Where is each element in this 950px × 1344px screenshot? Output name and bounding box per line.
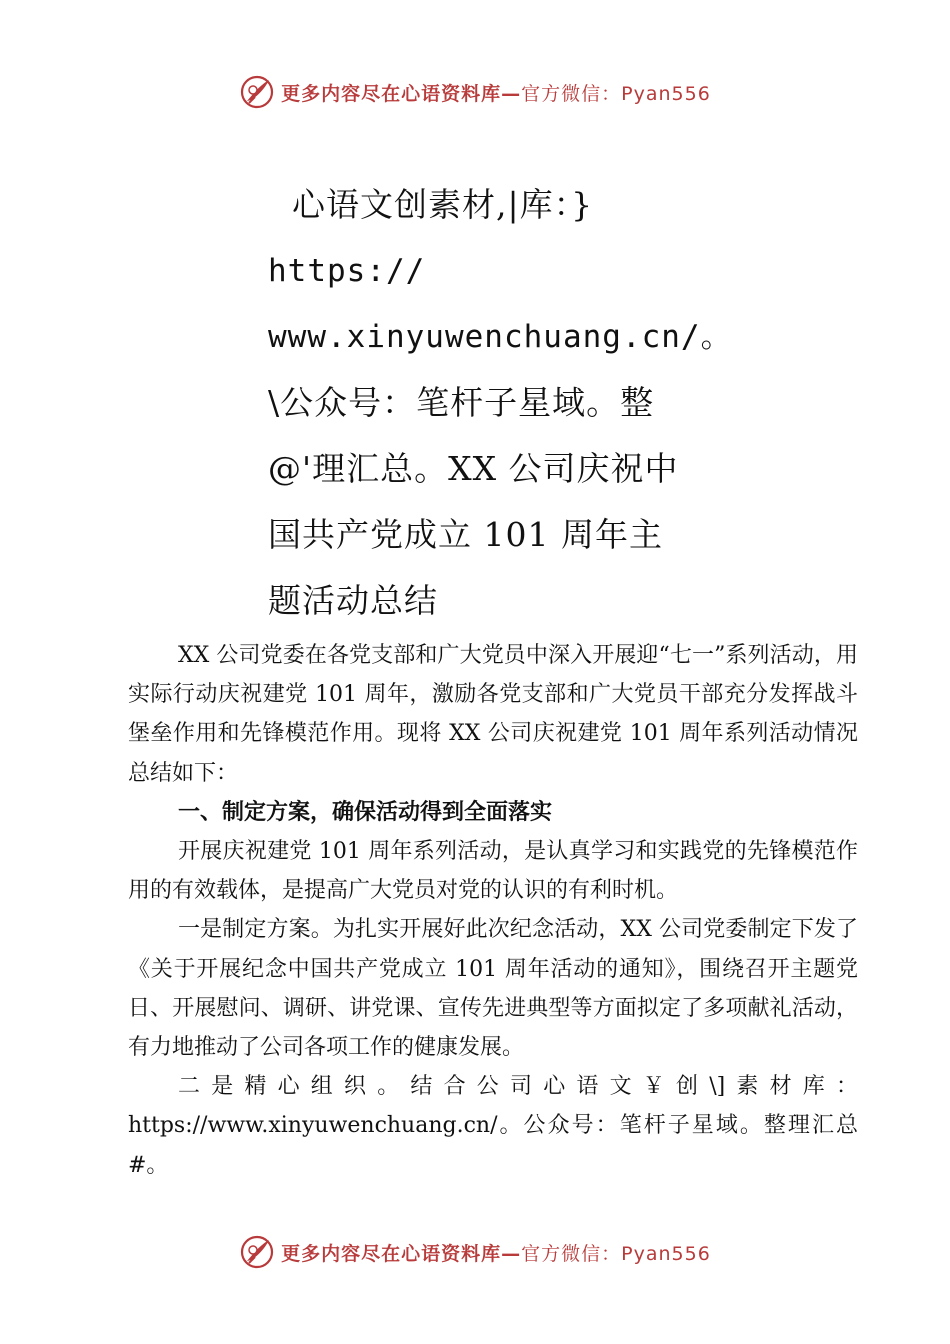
body-paragraph: 二是精心组织。结合公司心语文￥创\]素材库：https://www.xinyuwenchuang.cn/。公众号：笔杆子星域。整理汇总#。 <box>128 1074 858 1178</box>
intro-paragraph: XX 公司党委在各党支部和广大党员中深入开展迎“七一”系列活动，用实际行动庆祝建党 101 周年，激励各党支部和广大党员干部充分发挥战斗堡垒作用和先锋模范作用。现将 XX 公司庆祝建党 101 周年系列活动情况总结如下： <box>128 643 858 786</box>
section-heading: 一、制定方案，确保活动得到全面落实 <box>178 799 553 825</box>
watermark-text: 更多内容尽在心语资料库—官方微信：Pyan556 <box>281 82 711 105</box>
header-watermark-banner <box>0 72 950 112</box>
document-title <box>268 172 733 634</box>
title-line: @'理汇总。XX 公司庆祝中 <box>268 449 679 488</box>
watermark-text: 更多内容尽在心语资料库—官方微信：Pyan556 <box>281 1242 711 1265</box>
quill-pen-icon <box>239 1234 275 1270</box>
title-line: \公众号：笔杆子星域。整 <box>268 383 655 422</box>
quill-pen-icon <box>239 74 275 110</box>
body-paragraph: 开展庆祝建党 101 周年系列活动，是认真学习和实践党的先锋模范作用的有效载体，是提高广大党员对党的认识的有利时机。 <box>128 839 858 904</box>
document-body <box>128 636 858 1185</box>
body-paragraph: 一是制定方案。为扎实开展好此次纪念活动，XX 公司党委制定下发了《关于开展纪念中国共产党成立 101 周年活动的通知》，围绕召开主题党日、开展慰问、调研、讲党课、宣传先进典型等方面拟定了多项献礼活动，有力地推动了公司各项工作的健康发展。 <box>128 917 858 1061</box>
title-line: https:// <box>268 253 426 289</box>
title-line: 心语文创素材,|库：} <box>292 185 594 224</box>
title-line: 国共产党成立 101 周年主 <box>268 515 663 554</box>
footer-watermark-banner <box>0 1232 950 1272</box>
title-line: www.xinyuwenchuang.cn/。 <box>268 319 733 355</box>
title-line: 题活动总结 <box>268 581 438 620</box>
